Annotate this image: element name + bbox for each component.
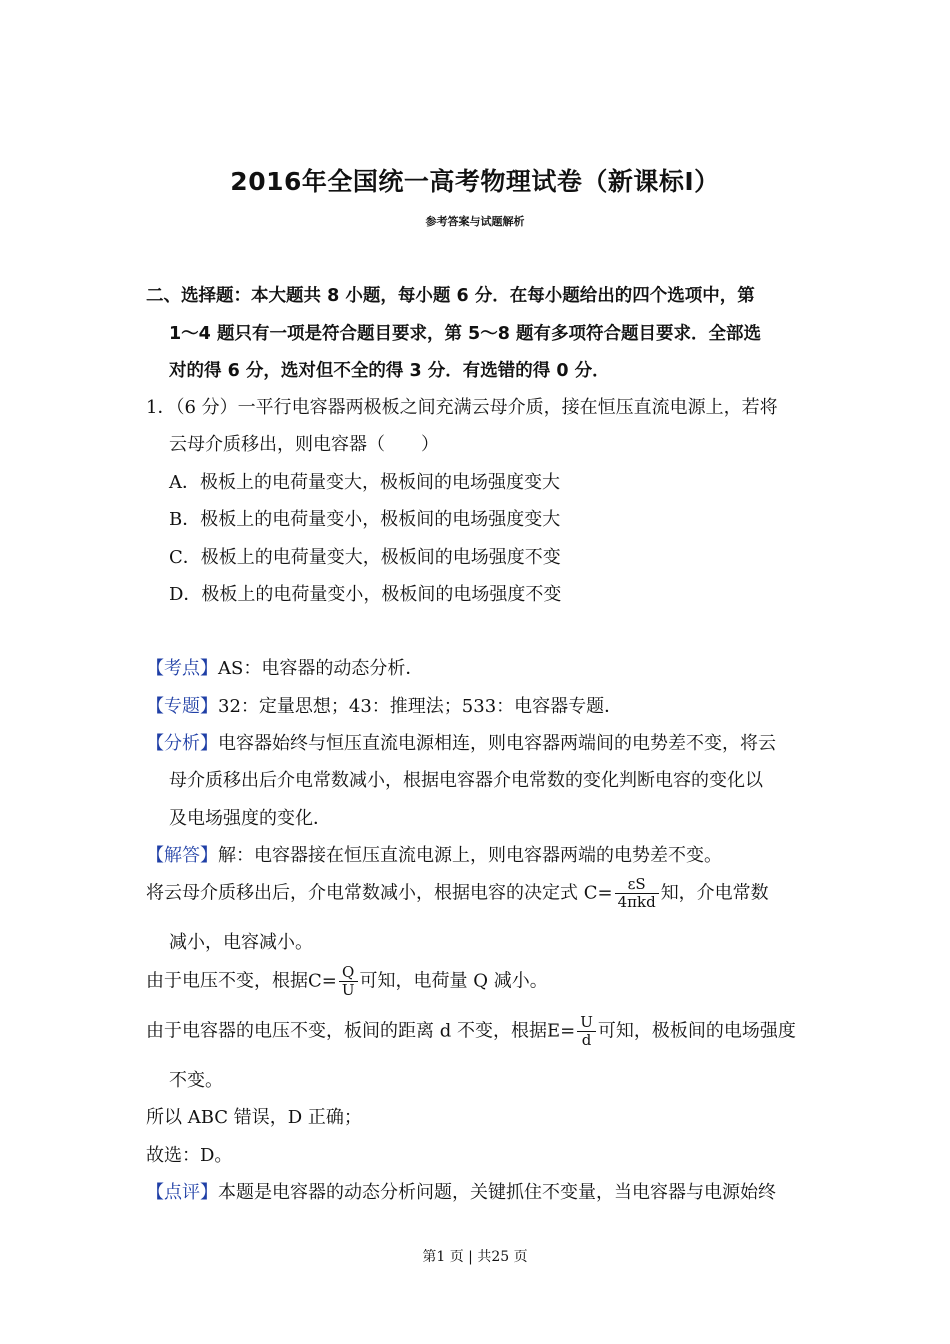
solution-1-after: 知，介电常数 xyxy=(660,882,769,904)
page-footer: 第1 页 | 共25 页 xyxy=(422,1249,528,1265)
fenxi-text-line-3: 及电场强度的变化． xyxy=(169,808,331,829)
solution-paragraph-1 xyxy=(146,876,769,911)
fraction-numerator: εS xyxy=(627,875,646,893)
page-title: 2016年全国统一高考物理试卷（新课标Ⅰ） xyxy=(230,167,720,196)
solution-paragraph-3 xyxy=(146,1014,796,1049)
question-stem-line-2: 云母介质移出，则电容器（ ） xyxy=(169,434,439,455)
solution-1-text: 将云母介质移出后，介电常数减小，根据电容的决定式 xyxy=(146,882,578,904)
fraction-denominator: U xyxy=(339,981,358,999)
field-fraction xyxy=(577,1014,596,1049)
jieda-text: 解：电容器接在恒压直流电源上，则电容器两端的电势差不变。 xyxy=(218,845,722,866)
section-heading-line-1: 二、选择题：本大题共 8 小题，每小题 6 分．在每小题给出的四个选项中，第 xyxy=(146,286,755,306)
dianping-tag: 【点评】 xyxy=(146,1182,218,1203)
fenxi-text-line-2: 母介质移出后介电常数减小，根据电容器介电常数的变化判断电容的变化以 xyxy=(169,770,763,791)
jieda-row xyxy=(146,845,722,867)
solution-paragraph-4: 所以 ABC 错误，D 正确； xyxy=(146,1107,362,1128)
solution-2-after: 可知，电荷量 Q 减小。 xyxy=(359,970,548,992)
solution-paragraph-3-line-2: 不变。 xyxy=(169,1070,223,1091)
section-heading-line-3: 对的得 6 分，选对但不全的得 3 分．有选错的得 0 分． xyxy=(169,361,610,381)
page-subtitle: 参考答案与试题解析 xyxy=(425,215,525,228)
charge-formula-lhs: C= xyxy=(308,970,337,992)
solution-2-text: 由于电压不变，根据 xyxy=(146,970,308,992)
capacitance-formula-lhs: C= xyxy=(583,882,613,904)
kaodian-row xyxy=(146,658,423,680)
dianping-text: 本题是电容器的动态分析问题，关键抓住不变量，当电容器与电源始终 xyxy=(218,1182,776,1203)
option-c: C．极板上的电荷量变大，极板间的电场强度不变 xyxy=(169,547,561,568)
fraction-numerator: Q xyxy=(342,963,355,981)
fenxi-text-line-1: 电容器始终与恒压直流电源相连，则电容器两端间的电势差不变，将云 xyxy=(218,733,776,754)
fraction-denominator: 4πkd xyxy=(615,893,659,911)
option-a: A．极板上的电荷量变大，极板间的电场强度变大 xyxy=(169,472,560,493)
charge-fraction xyxy=(339,964,358,999)
fenxi-row xyxy=(146,733,776,755)
option-d: D．极板上的电荷量变小，极板间的电场强度不变 xyxy=(169,584,562,605)
jieda-tag: 【解答】 xyxy=(146,845,218,866)
section-heading-line-2: 1～4 题只有一项是符合题目要求，第 5～8 题有多项符合题目要求．全部选 xyxy=(169,324,761,344)
solution-3-after: 可知，极板间的电场强度 xyxy=(597,1020,796,1042)
dianping-row xyxy=(146,1182,776,1204)
solution-paragraph-2 xyxy=(146,964,548,999)
solution-answer: 故选：D。 xyxy=(146,1145,233,1166)
solution-paragraph-1-line-2: 减小，电容减小。 xyxy=(169,932,313,953)
zhuanti-tag: 【专题】 xyxy=(146,696,218,717)
kaodian-tag: 【考点】 xyxy=(146,658,218,679)
fenxi-tag: 【分析】 xyxy=(146,733,218,754)
capacitance-fraction xyxy=(615,876,659,911)
field-formula-lhs: E= xyxy=(546,1020,576,1042)
kaodian-text: AS：电容器的动态分析． xyxy=(218,658,424,679)
fraction-denominator: d xyxy=(577,1031,596,1049)
zhuanti-row xyxy=(146,696,622,718)
fraction-numerator: U xyxy=(580,1013,593,1031)
solution-3-text: 由于电容器的电压不变，板间的距离 d 不变，根据 xyxy=(146,1020,547,1042)
zhuanti-text: 32：定量思想；43：推理法；533：电容器专题． xyxy=(218,696,623,717)
option-b: B．极板上的电荷量变小，极板间的电场强度变大 xyxy=(169,509,561,530)
question-stem-line-1: 1．（6 分）一平行电容器两极板之间充满云母介质，接在恒压直流电源上，若将 xyxy=(146,397,778,418)
